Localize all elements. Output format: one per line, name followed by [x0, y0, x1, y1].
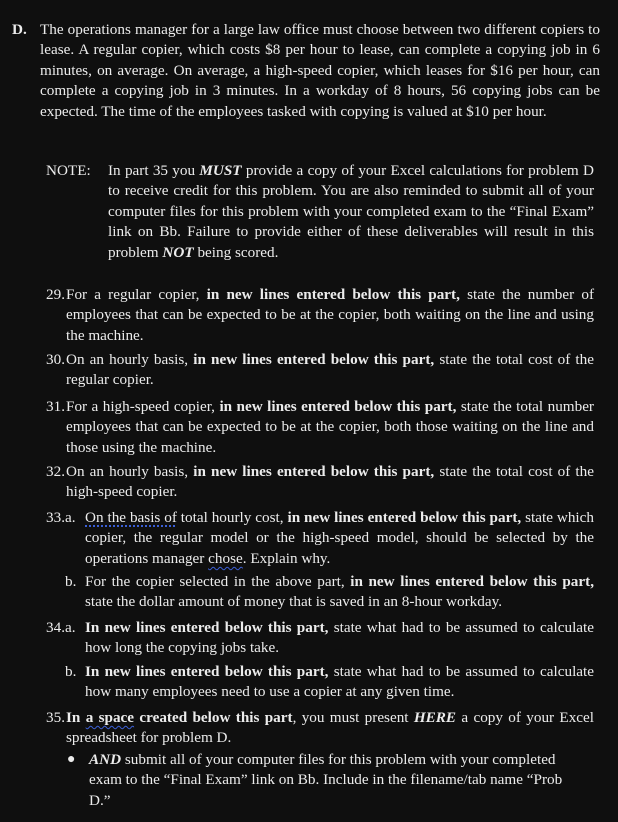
- note-block: [46, 161, 594, 263]
- question-number: 30.: [46, 351, 65, 368]
- question-number: 35.: [46, 709, 65, 726]
- bullet-dot-icon: ●: [67, 752, 76, 767]
- question-number: 32.: [46, 463, 65, 480]
- question-text: In new lines entered below this part, state what had to be assumed to calculate how many employees need to use a copier at any given time.: [85, 663, 594, 701]
- question-number: 33.: [46, 509, 65, 526]
- question-text: For the copier selected in the above part, in new lines entered below this part, state the dollar amount of money that is saved in an 8-hour workday.: [85, 573, 594, 611]
- note-label: NOTE:: [46, 162, 91, 179]
- question-text: In a space created below this part, you must present HERE a copy of your Excel spreadsheet for problem D.: [66, 709, 595, 747]
- note-text: In part 35 you MUST provide a copy of your Excel calculations for problem D to receive credit for this problem. You are also reminded to submit all of your computer files for this problem with your completed exam to the “Final Exam” link on Bb. Failure to provide either of these deliverables will result in this problem NOT being scored.: [108, 162, 595, 261]
- sub-letter: a.: [65, 509, 76, 526]
- question-number: 31.: [46, 398, 65, 415]
- question-34b: [65, 662, 594, 703]
- question-31: [46, 397, 594, 458]
- sub-letter: a.: [65, 619, 76, 636]
- question-35: [46, 708, 594, 749]
- sub-letter: b.: [65, 663, 77, 680]
- question-text: On an hourly basis, in new lines entered below this part, state the total cost of the high-speed copier.: [66, 463, 594, 501]
- question-text: In new lines entered below this part, state what had to be assumed to calculate how long the copying jobs take.: [85, 619, 594, 657]
- question-number: 34.: [46, 619, 65, 636]
- problem-label: D.: [12, 21, 27, 38]
- question-29: [46, 285, 594, 346]
- problem-statement: [12, 20, 600, 122]
- question-text: For a regular copier, in new lines entered below this part, state the number of employees that can be expected to be at the copier, both waiting on the line and using the machine.: [66, 286, 595, 344]
- question-32: [46, 462, 594, 503]
- question-33a: [65, 508, 594, 569]
- question-30: [46, 350, 594, 391]
- question-35-bullet: [65, 750, 565, 811]
- question-text: On the basis of total hourly cost, in new lines entered below this part, state which copier, the regular model or the high-speed model, should be selected by the operations manager chose. Explain why.: [85, 509, 594, 567]
- question-number: 29.: [46, 286, 65, 303]
- question-33b: [65, 572, 594, 613]
- question-34a: [65, 618, 594, 659]
- question-text: On an hourly basis, in new lines entered below this part, state the total cost of the regular copier.: [66, 351, 594, 389]
- problem-text: The operations manager for a large law office must choose between two different copiers to lease. A regular copier, which costs $8 per hour to lease, can complete a copying job in 6 minutes, on average. On average, a high-speed copier, which leases for $16 per hour, can complete a copying job in 3 minutes. In a workday of 8 hours, 56 copying jobs can be expected. The time of the employees tasked with copying is valued at $10 per hour.: [40, 21, 600, 120]
- sub-letter: b.: [65, 573, 77, 590]
- bullet-text: AND submit all of your computer files for this problem with your completed exam to the “Final Exam” link on Bb. Include in the filename/tab name “Prob D.”: [89, 751, 563, 809]
- question-text: For a high-speed copier, in new lines entered below this part, state the total number employees that can be expected to be at the copier, both those waiting on the line and those using the machine.: [66, 398, 594, 456]
